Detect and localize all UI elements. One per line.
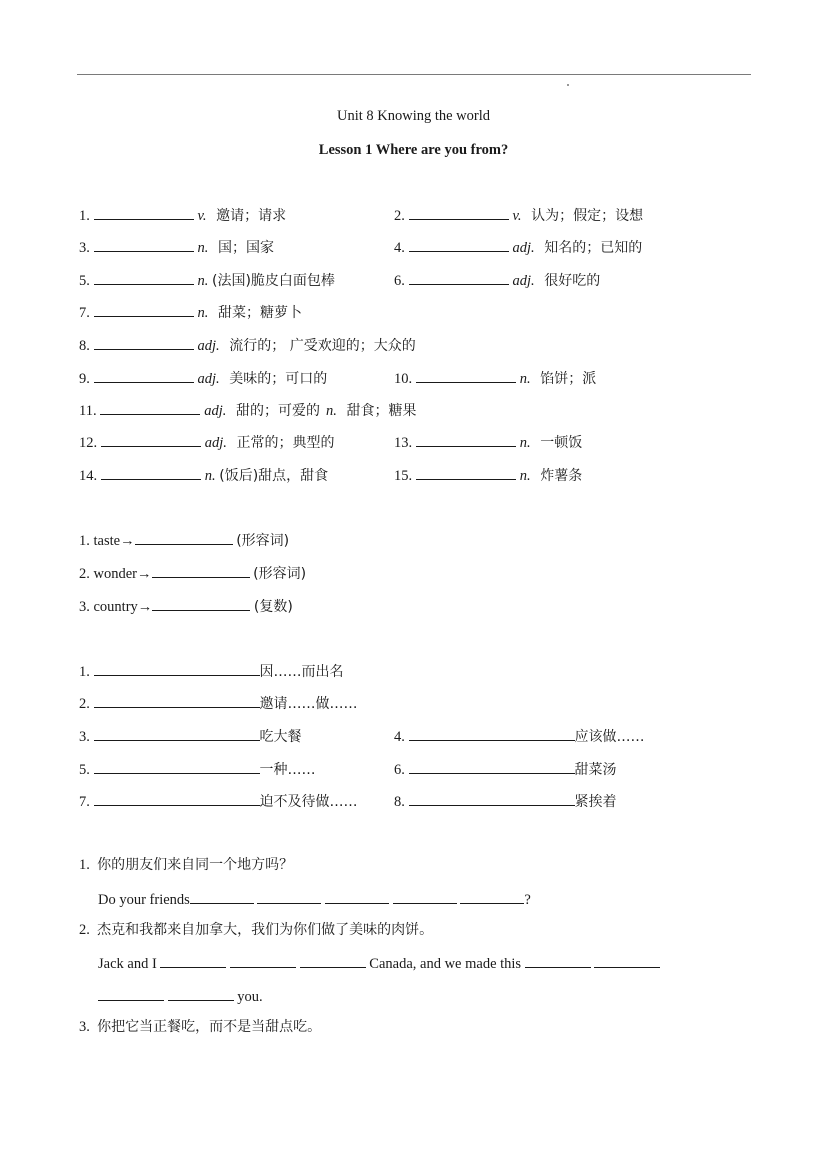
answer-blank[interactable] bbox=[160, 953, 226, 968]
answer-blank[interactable] bbox=[94, 205, 194, 220]
answer-blank[interactable] bbox=[152, 563, 250, 578]
answer-blank[interactable] bbox=[325, 889, 389, 904]
answer-blank[interactable] bbox=[409, 237, 509, 252]
translation-answer-line: you. bbox=[98, 986, 263, 1006]
vocab-item: 1. v. 邀请；请求 bbox=[79, 205, 286, 225]
answer-blank[interactable] bbox=[94, 368, 194, 383]
answer-blank[interactable] bbox=[409, 791, 575, 806]
phrase-item: 7. 迫不及待做…… bbox=[79, 791, 358, 811]
translation-answer-line: Do your friends ? bbox=[98, 889, 531, 909]
phrase-item: 5. 一种…… bbox=[79, 759, 316, 779]
vocab-item: 8. adj. 流行的； 广受欢迎的；大众的 bbox=[79, 335, 416, 355]
answer-blank[interactable] bbox=[94, 237, 194, 252]
translation-question: 2. 杰克和我都来自加拿大，我们为你们做了美味的肉饼。 bbox=[79, 922, 434, 938]
answer-blank[interactable] bbox=[100, 400, 200, 415]
vocab-item: 2. v. 认为；假定；设想 bbox=[394, 205, 643, 225]
answer-blank[interactable] bbox=[409, 759, 575, 774]
translation-question: 3. 你把它当正餐吃，而不是当甜点吃。 bbox=[79, 1019, 322, 1035]
answer-blank[interactable] bbox=[94, 791, 260, 806]
answer-blank[interactable] bbox=[101, 465, 201, 480]
vocab-item: 15. n. 炸薯条 bbox=[394, 465, 582, 485]
answer-blank[interactable] bbox=[257, 889, 321, 904]
phrase-item: 6. 甜菜汤 bbox=[394, 759, 617, 779]
phrase-item: 3. 吃大餐 bbox=[79, 726, 302, 746]
answer-blank[interactable] bbox=[152, 596, 250, 611]
answer-blank[interactable] bbox=[94, 302, 194, 317]
vocab-item: 14. n. (饭后)甜点，甜食 bbox=[79, 465, 328, 485]
answer-blank[interactable] bbox=[94, 335, 194, 350]
answer-blank[interactable] bbox=[300, 953, 366, 968]
answer-blank[interactable] bbox=[409, 205, 509, 220]
translation-answer-line: Jack and I Canada, and we made this bbox=[98, 953, 660, 973]
answer-blank[interactable] bbox=[94, 270, 194, 285]
answer-blank[interactable] bbox=[416, 432, 516, 447]
vocab-item: 12. adj. 正常的；典型的 bbox=[79, 432, 335, 452]
answer-blank[interactable] bbox=[98, 986, 164, 1001]
answer-blank[interactable] bbox=[168, 986, 234, 1001]
phrase-item: 8. 紧挨着 bbox=[394, 791, 617, 811]
vocab-item: 7. n. 甜菜；糖萝卜 bbox=[79, 302, 302, 322]
header-rule bbox=[77, 74, 751, 75]
vocab-item: 11. adj. 甜的；可爱的 n. 甜食；糖果 bbox=[79, 400, 417, 420]
word-form-item: 3. country→ (复数) bbox=[79, 596, 293, 616]
answer-blank[interactable] bbox=[594, 953, 660, 968]
lesson-title: Lesson 1 Where are you from? bbox=[318, 142, 509, 158]
answer-blank[interactable] bbox=[94, 693, 260, 708]
unit-title: Unit 8 Knowing the world bbox=[336, 108, 491, 124]
phrase-item: 4. 应该做…… bbox=[394, 726, 645, 746]
answer-blank[interactable] bbox=[94, 661, 260, 676]
word-form-item: 1. taste→ (形容词) bbox=[79, 530, 289, 550]
answer-blank[interactable] bbox=[525, 953, 591, 968]
answer-blank[interactable] bbox=[409, 270, 509, 285]
translation-question: 1. 你的朋友们来自同一个地方吗？ bbox=[79, 857, 294, 873]
phrase-item: 1. 因……而出名 bbox=[79, 661, 344, 681]
vocab-item: 13. n. 一顿饭 bbox=[394, 432, 582, 452]
vocab-item: 5. n. (法国)脆皮白面包棒 bbox=[79, 270, 335, 290]
answer-blank[interactable] bbox=[409, 726, 575, 741]
phrase-item: 2. 邀请……做…… bbox=[79, 693, 358, 713]
vocab-item: 9. adj. 美味的；可口的 bbox=[79, 368, 327, 388]
answer-blank[interactable] bbox=[416, 465, 516, 480]
answer-blank[interactable] bbox=[230, 953, 296, 968]
vocab-item: 10. n. 馅饼；派 bbox=[394, 368, 596, 388]
answer-blank[interactable] bbox=[460, 889, 524, 904]
answer-blank[interactable] bbox=[416, 368, 516, 383]
answer-blank[interactable] bbox=[101, 432, 201, 447]
answer-blank[interactable] bbox=[190, 889, 254, 904]
answer-blank[interactable] bbox=[393, 889, 457, 904]
vocab-item: 6. adj. 很好吃的 bbox=[394, 270, 600, 290]
answer-blank[interactable] bbox=[135, 530, 233, 545]
vocab-item: 4. adj. 知名的；已知的 bbox=[394, 237, 642, 257]
page-dot bbox=[567, 84, 569, 86]
vocab-item: 3. n. 国；国家 bbox=[79, 237, 274, 257]
word-form-item: 2. wonder→ (形容词) bbox=[79, 563, 306, 583]
answer-blank[interactable] bbox=[94, 759, 260, 774]
answer-blank[interactable] bbox=[94, 726, 260, 741]
